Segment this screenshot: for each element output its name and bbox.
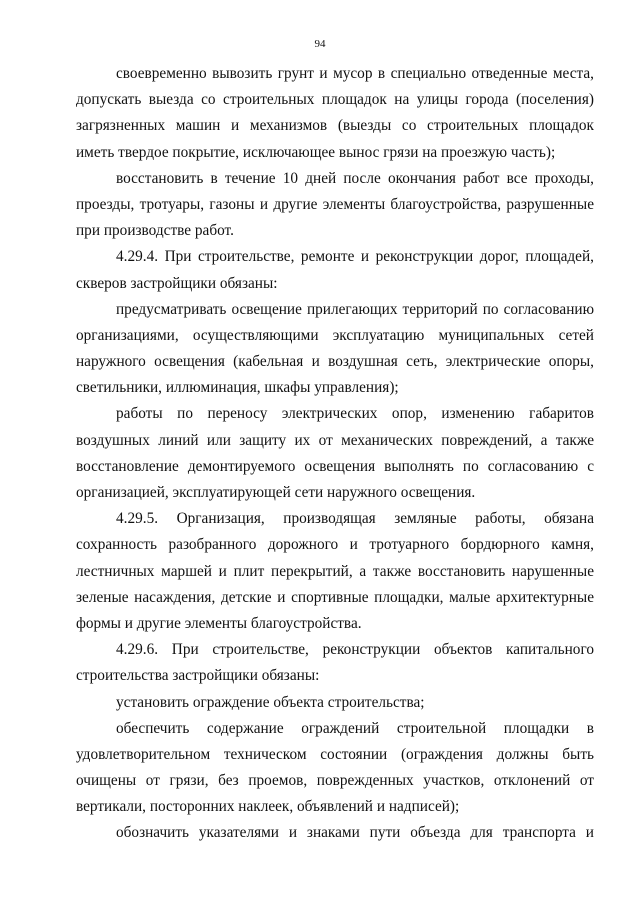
text-line: лестничных маршей и плит перекрытий, а также восстановить нарушенные [76, 562, 594, 580]
text-line: наружного освещения (кабельная и воздушная сеть, электрические опоры, [76, 353, 594, 371]
page-number: 94 [314, 38, 326, 50]
text-line: 4.29.5. Организация, производящая земляные работы, обязана [116, 510, 594, 528]
text-line: удовлетворительном техническом состоянии (ограждения должны быть [76, 745, 594, 763]
text-line: восстановление демонтируемого освещения выполнять по согласованию с [76, 457, 594, 475]
text-line: организациями, осуществляющими эксплуатацию муниципальных сетей [76, 326, 594, 344]
text-line: скверов застройщики обязаны: [76, 274, 278, 292]
text-line: работы по переносу электрических опор, изменению габаритов [116, 405, 594, 423]
text-line: строительства застройщики обязаны: [76, 667, 320, 685]
text-line: загрязненных машин и механизмов (выезды со строительных площадок [76, 117, 594, 135]
text-line: светильники, иллюминация, шкафы управления); [76, 379, 399, 397]
text-line: формы и другие элементы благоустройства. [76, 614, 362, 632]
text-line: допускать выезда со строительных площадок на улицы города (поселения) [76, 91, 594, 109]
text-line: при производстве работ. [76, 222, 234, 240]
text-line: предусматривать освещение прилегающих территорий по согласованию [116, 300, 594, 318]
text-line: восстановить в течение 10 дней после окончания работ все проходы, [116, 169, 594, 187]
text-line: сохранность разобранного дорожного и тротуарного бордюрного камня, [76, 536, 594, 554]
text-line: очищены от грязи, без проемов, поврежденных участков, отклонений от [76, 772, 594, 790]
text-line: 4.29.6. При строительстве, реконструкции объектов капитального [116, 641, 594, 659]
text-line: проезды, тротуары, газоны и другие элементы благоустройства, разрушенные [76, 195, 594, 213]
text-line: обеспечить содержание ограждений строительной площадки в [116, 719, 594, 737]
text-line: иметь твердое покрытие, исключающее вынос грязи на проезжую часть); [76, 143, 556, 161]
text-line: обозначить указателями и знаками пути объезда для транспорта и [116, 824, 594, 842]
text-line: воздушных линий или защиту их от механических повреждений, а также [76, 431, 594, 449]
document-body [76, 61, 594, 847]
text-line: организацией, эксплуатирующей сети наружного освещения. [76, 484, 476, 501]
text-line: 4.29.4. При строительстве, ремонте и реконструкции дорог, площадей, [116, 248, 594, 266]
text-line: зеленые насаждения, детские и спортивные площадки, малые архитектурные [76, 588, 594, 606]
text-line: установить ограждение объекта строительства; [116, 693, 425, 711]
text-line: вертикали, посторонних наклеек, объявлений и надписей); [76, 798, 460, 816]
text-line: своевременно вывозить грунт и мусор в специально отведенные места, [116, 65, 594, 82]
